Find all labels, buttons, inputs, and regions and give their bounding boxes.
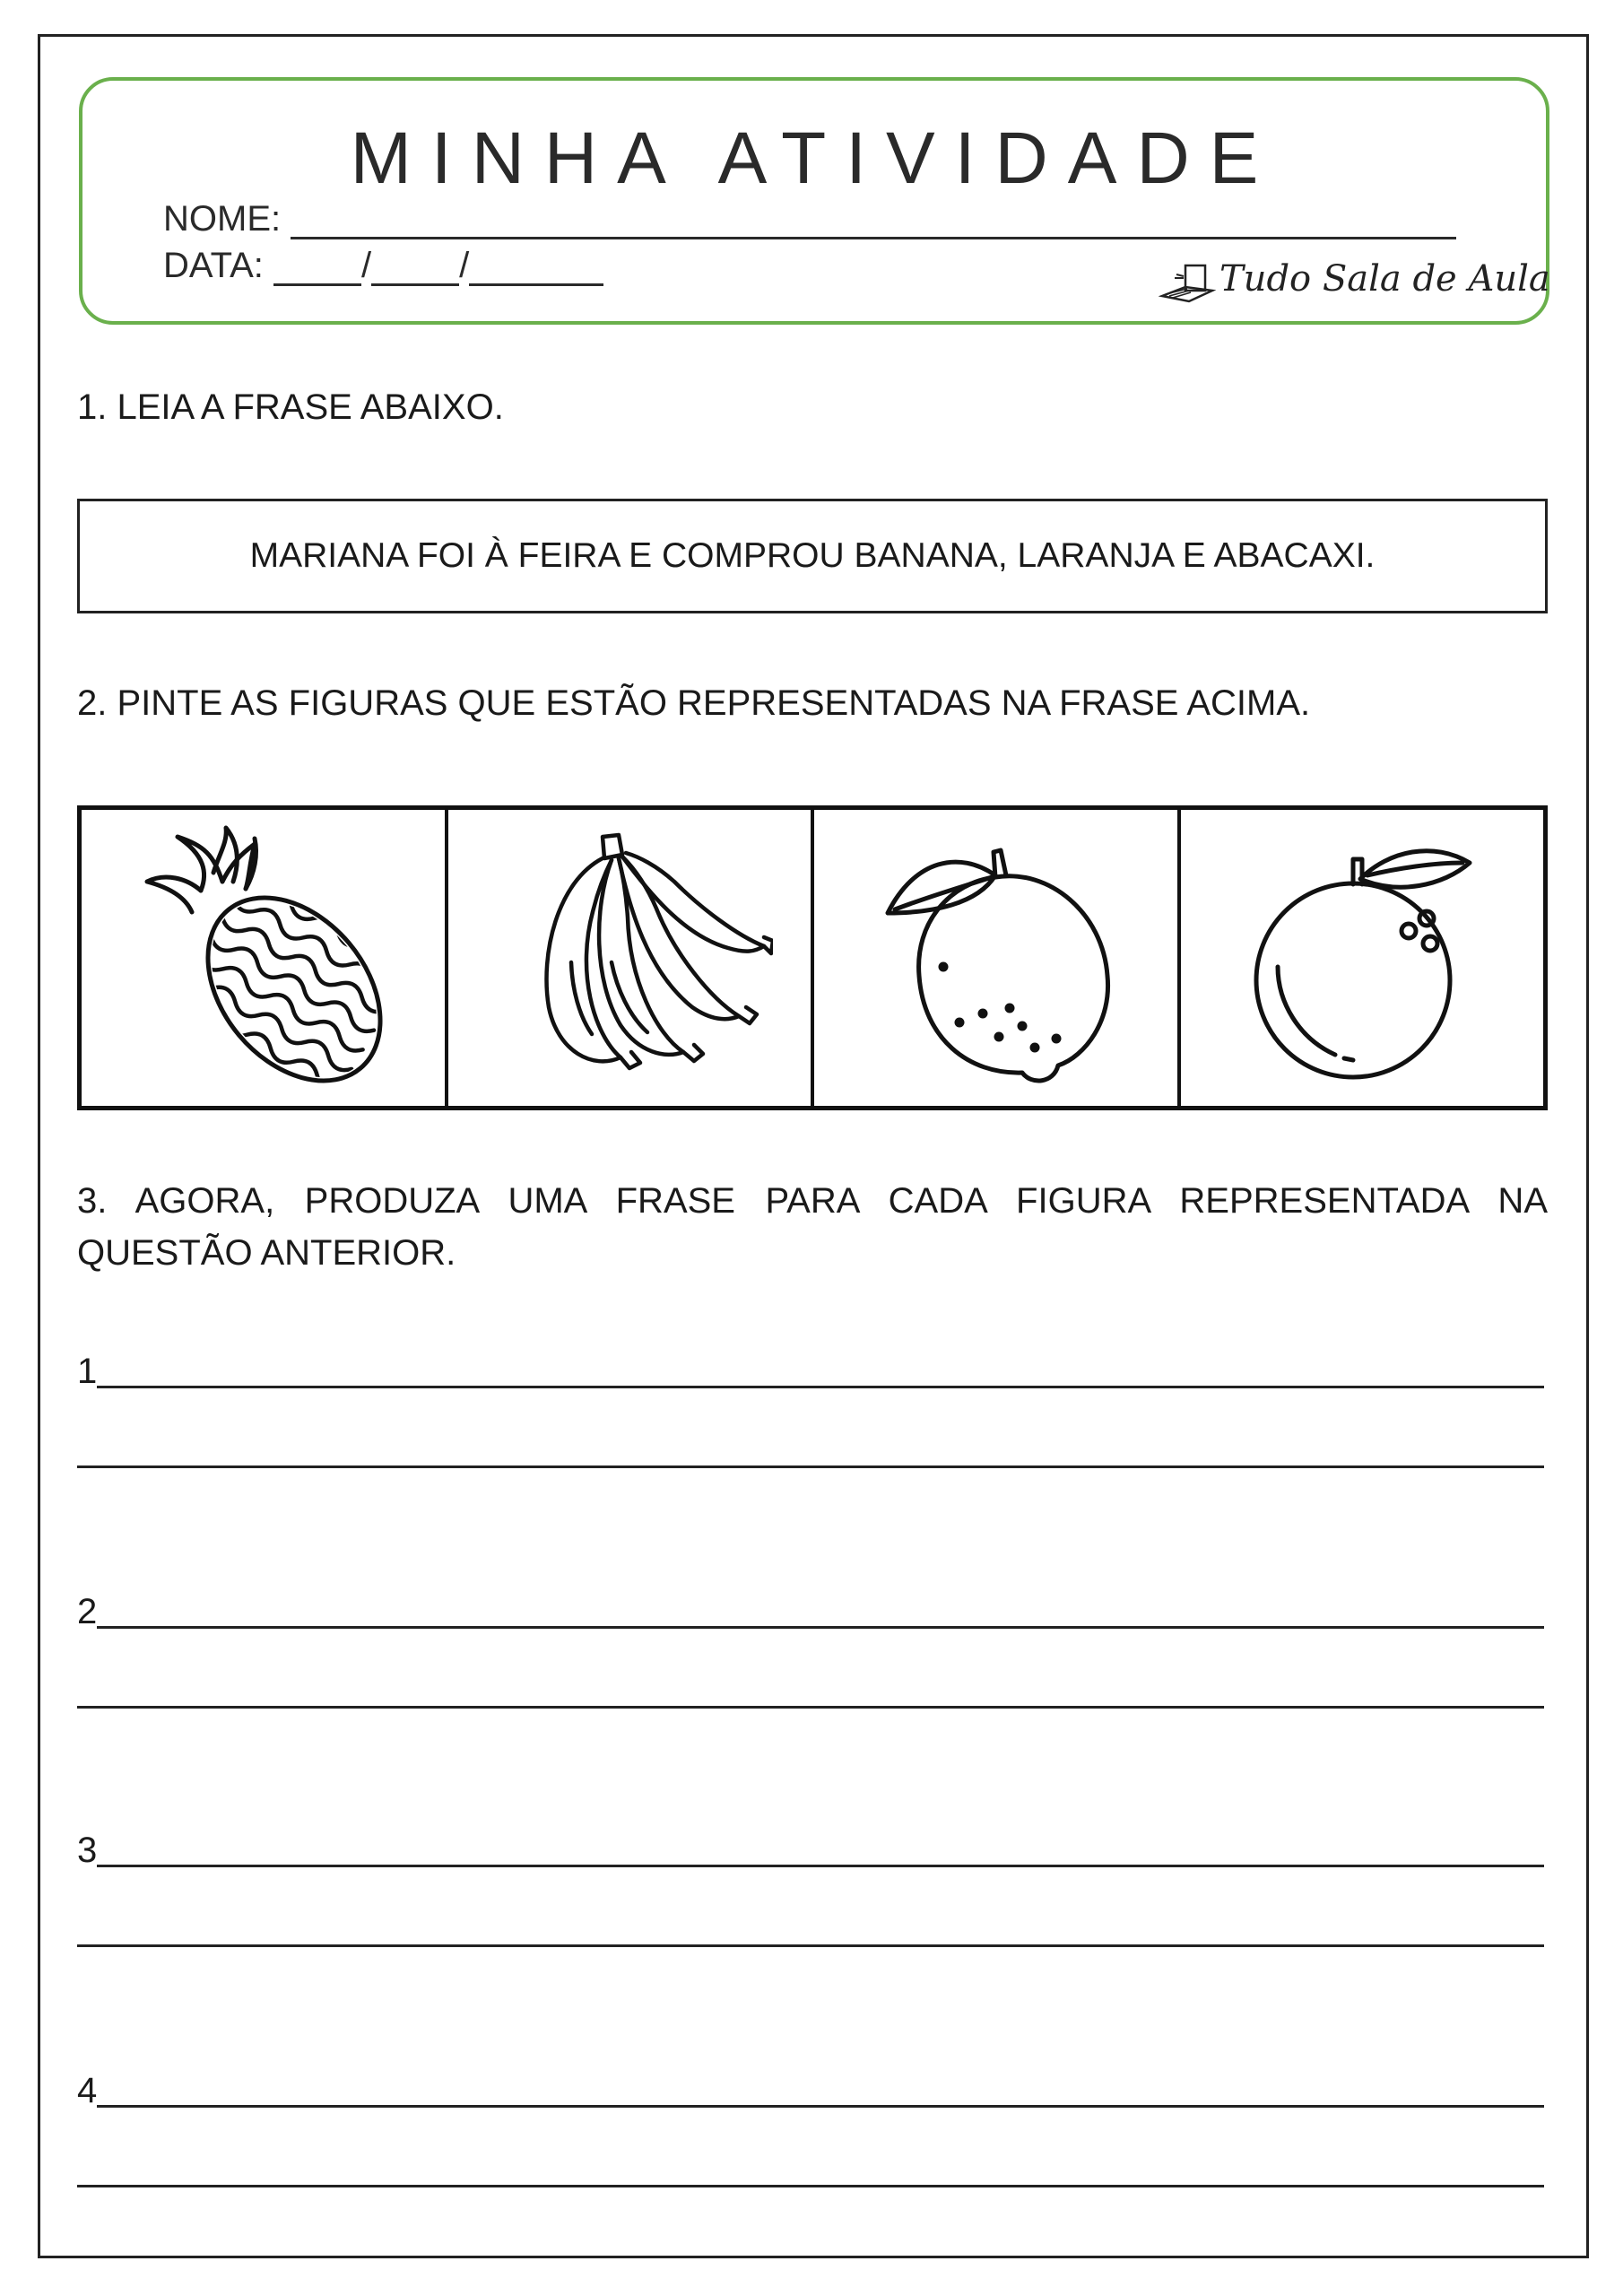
date-separator: / bbox=[459, 246, 470, 285]
pineapple-icon bbox=[115, 819, 411, 1097]
date-label: DATA: bbox=[163, 246, 264, 285]
name-field bbox=[163, 199, 1456, 239]
question-2: 2. PINTE AS FIGURAS QUE ESTÃO REPRESENTADAS NA FRASE ACIMA. bbox=[77, 683, 1311, 723]
orange-icon bbox=[1219, 823, 1506, 1092]
writing-line[interactable] bbox=[77, 1706, 1544, 1709]
writing-line[interactable] bbox=[97, 1386, 1544, 1388]
lemon-icon bbox=[852, 823, 1139, 1092]
header-box bbox=[79, 77, 1549, 325]
writing-line[interactable] bbox=[97, 1865, 1544, 1867]
date-day-line[interactable] bbox=[273, 253, 361, 286]
answer-number: 1 bbox=[77, 1352, 98, 1391]
writing-line[interactable] bbox=[77, 1944, 1544, 1947]
date-separator: / bbox=[360, 246, 372, 285]
figure-cell[interactable] bbox=[814, 810, 1181, 1106]
page-border bbox=[38, 34, 1589, 2258]
question-3: 3. AGORA, PRODUZA UMA FRASE PARA CADA FIGURA REPRESENTADA NA QUESTÃO ANTERIOR. bbox=[77, 1181, 1548, 1273]
answer-line-4[interactable] bbox=[77, 2065, 1544, 2111]
writing-line[interactable] bbox=[97, 1626, 1544, 1629]
date-field bbox=[163, 246, 603, 286]
answer-line-3[interactable] bbox=[77, 1824, 1544, 1871]
writing-line[interactable] bbox=[77, 1465, 1544, 1468]
answer-line-2[interactable] bbox=[77, 1586, 1544, 1632]
answer-number: 2 bbox=[77, 1592, 98, 1631]
book-icon bbox=[1159, 260, 1216, 303]
page-title: MINHA ATIVIDADE bbox=[350, 117, 1279, 199]
logo-text: Tudo Sala de Aula bbox=[1219, 258, 1550, 300]
fruit-figures-table bbox=[77, 805, 1548, 1110]
writing-line[interactable] bbox=[77, 2185, 1544, 2187]
sentence-box bbox=[77, 499, 1548, 613]
figure-cell[interactable] bbox=[1181, 810, 1544, 1106]
name-input-line[interactable] bbox=[291, 206, 1456, 239]
figure-cell[interactable] bbox=[82, 810, 448, 1106]
logo bbox=[1159, 257, 1550, 307]
name-label: NOME: bbox=[163, 199, 282, 239]
answer-number: 4 bbox=[77, 2071, 98, 2110]
answer-number: 3 bbox=[77, 1831, 98, 1870]
sentence-text: MARIANA FOI À FEIRA E COMPROU BANANA, LARANJA E ABACAXI. bbox=[249, 536, 1376, 575]
date-year-line[interactable] bbox=[469, 253, 603, 286]
date-month-line[interactable] bbox=[371, 253, 459, 286]
writing-line[interactable] bbox=[97, 2105, 1544, 2108]
question-1: 1. LEIA A FRASE ABAIXO. bbox=[77, 387, 504, 427]
answer-line-1[interactable] bbox=[77, 1345, 1544, 1392]
banana-bunch-icon bbox=[486, 828, 773, 1088]
figure-cell[interactable] bbox=[448, 810, 815, 1106]
